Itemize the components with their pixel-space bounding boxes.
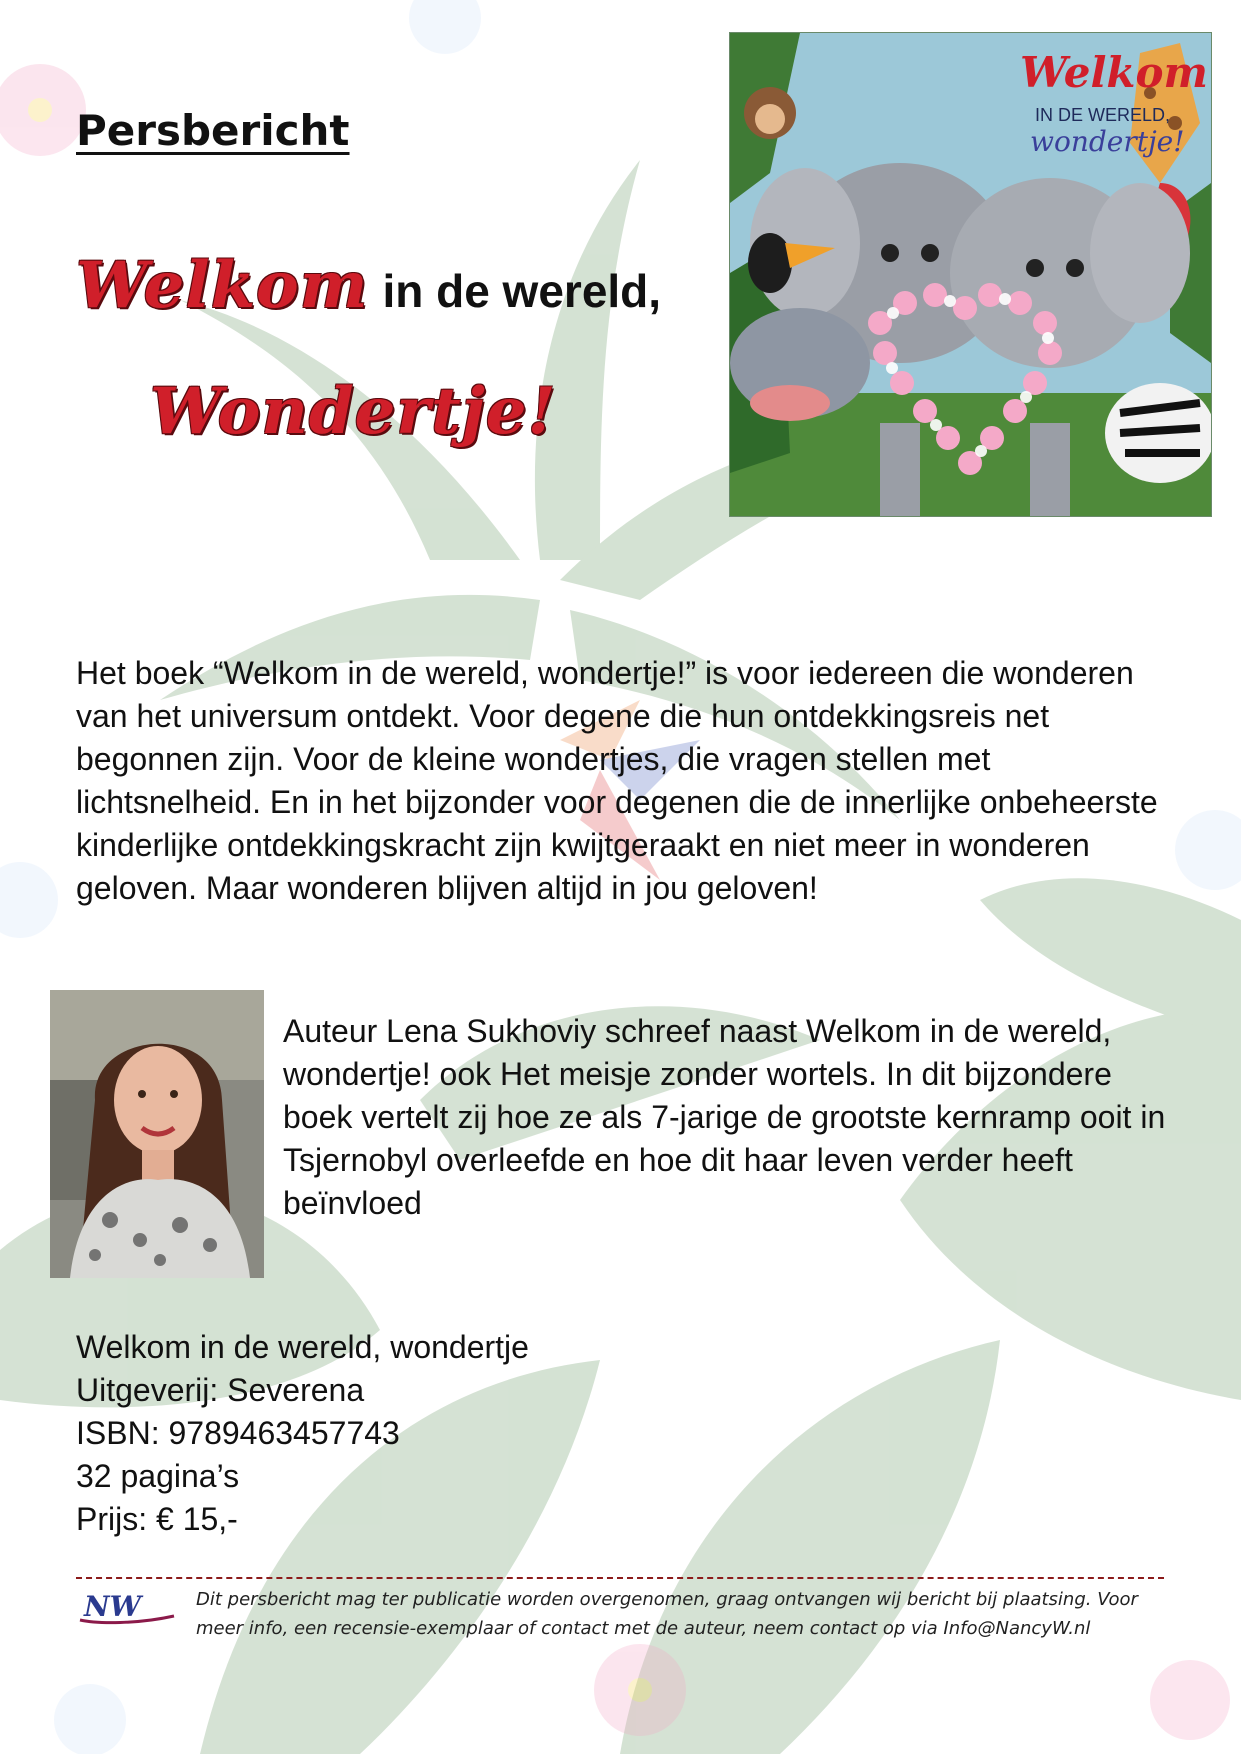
author-photo: [50, 990, 264, 1278]
footer-notice: Dit persbericht mag ter publicatie worden overgenomen, graag ontvangen wij bericht bij plaatsing. Voor meer info, een recensie-exemplaar of contact met de auteur, neem contact op via Info@NancyW.nl: [196, 1589, 1138, 1639]
press-release-label: Persbericht: [76, 106, 350, 155]
intro-paragraph: Het boek “Welkom in de wereld, wondertje!” is voor iedereen die wonderen van het universum ontdekt. Voor degene die hun ontdekkingsreis net begonnen zijn. Voor de kleine wondertjes, die vragen stellen met lichtsnelheid. En in het bijzonder voor degenen die de innerlijke onbeheerste kinderlijke ontdekkingskracht zijn kwijtgeraakt en niet meer in wonderen geloven. Maar wonderen blijven altijd in jou geloven!: [76, 655, 1158, 906]
headline-script-welkom: Welkom: [76, 248, 369, 323]
toucan-icon: [748, 233, 792, 293]
book-info: [76, 1326, 529, 1541]
book-info-price: Prijs: € 15,-: [76, 1501, 238, 1537]
nancyw-logo: [78, 1590, 178, 1630]
svg-text:NW: NW: [84, 1590, 142, 1623]
book-info-publisher: Uitgeverij: Severena: [76, 1372, 365, 1408]
book-cover-image: [729, 32, 1212, 517]
cover-title-caps: IN DE WERELD,: [1035, 105, 1171, 125]
book-info-isbn: ISBN: 9789463457743: [76, 1415, 400, 1451]
footer-divider: [76, 1577, 1164, 1579]
headline-line-2: [150, 374, 557, 449]
headline-line-1: [76, 248, 661, 323]
cover-title-script: Welkom: [1020, 48, 1208, 97]
cover-title-script-2: wondertje!: [1030, 125, 1185, 158]
book-info-pages: 32 pagina’s: [76, 1458, 240, 1494]
author-paragraph: Auteur Lena Sukhoviy schreef naast Welkom in de wereld, wondertje! ook Het meisje zonder wortels. In dit bijzondere boek vertelt zij hoe ze als 7-jarige de grootste kernramp ooit in Tsjernobyl overleefde en hoe dit haar leven verder heeft beïnvloed: [283, 1013, 1166, 1221]
headline-script-wondertje: Wondertje!: [150, 374, 557, 449]
headline-plain-text: in de wereld,: [382, 265, 662, 317]
book-info-title: Welkom in de wereld, wondertje: [76, 1329, 529, 1365]
